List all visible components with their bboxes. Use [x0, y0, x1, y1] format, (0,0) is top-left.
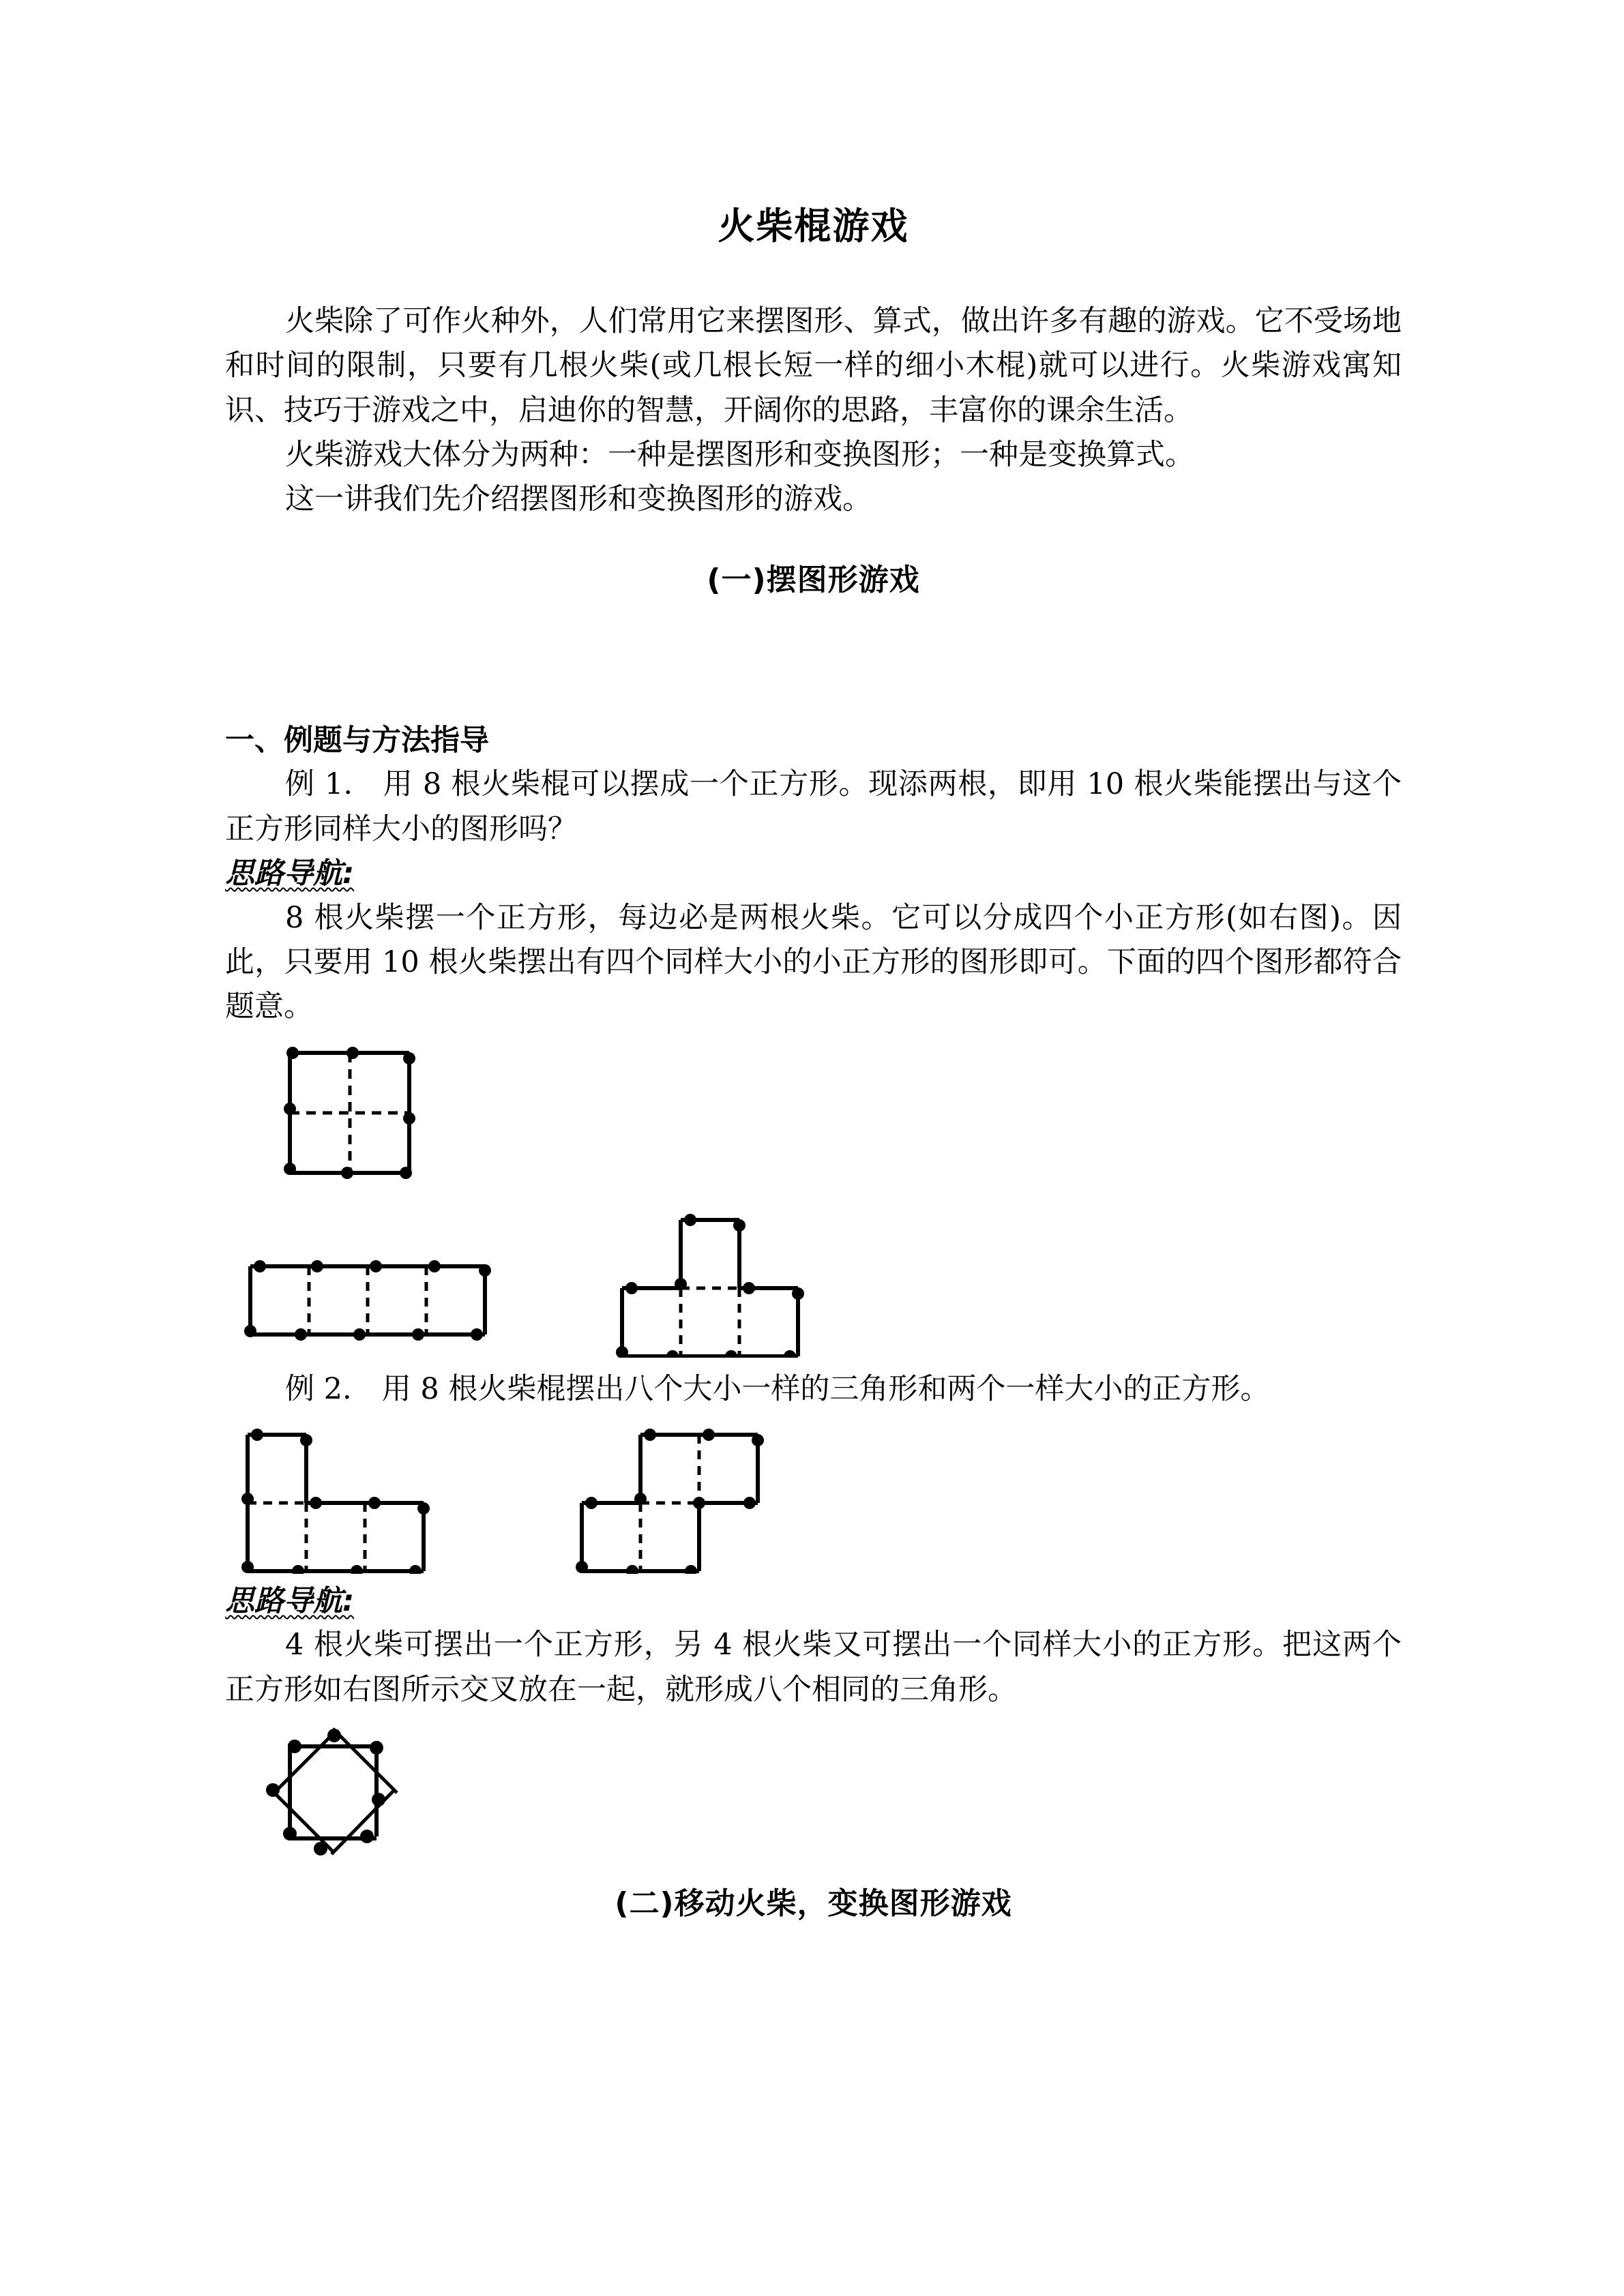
example-1-guide-label-wrap: [225, 852, 1402, 896]
intro-paragraph-2: 火柴游戏大体分为两种：一种是摆图形和变换图形；一种是变换算式。: [285, 437, 1194, 472]
intro-paragraph-3: 这一讲我们先介绍摆图形和变换图形的游戏。: [285, 482, 872, 517]
guide-label-2: 思路导航:: [225, 1583, 355, 1618]
spacer: [225, 599, 1402, 719]
page-title: 火柴棍游戏: [718, 205, 909, 248]
example-2-text: 用 8 根火柴棍摆出八个大小一样的三角形和两个一样大小的正方形。: [381, 1371, 1270, 1406]
part-heading-examples: 一、例题与方法指导: [225, 723, 489, 758]
fig-2x2-square-svg: [263, 1038, 440, 1188]
intro-paragraph-1: 火柴除了可作火种外，人们常用它来摆图形、算式，做出许多有趣的游戏。它不受场地和时间的限制，只要有几根火柴(或几根长短一样的细小木棍)就可以进行。火柴游戏寓知识、技巧于游戏之中，启迪你的智慧，开阔你的思路，丰富你的课余生活。: [225, 303, 1402, 428]
example-2-block: [225, 1367, 1402, 1412]
fig-s-shape-svg: [570, 1417, 808, 1574]
section-heading-two: (二)移动火柴，变换图形游戏: [615, 1886, 1012, 1922]
example-1-guide-text: 8 根火柴摆一个正方形，每边必是两根火柴。它可以分成四个小正方形(如右图)。因此，只要用 10 根火柴摆出有四个同样大小的小正方形的图形即可。下面的四个图形都符合题意。: [225, 900, 1402, 1024]
spacer: [225, 1358, 1402, 1367]
spacer: [225, 249, 1402, 299]
spacer: [225, 522, 1402, 561]
fig-star-svg: [252, 1719, 430, 1869]
fig-four-in-a-row-svg: [235, 1254, 508, 1356]
guide-label-1: 思路导航:: [225, 856, 355, 891]
figure-star: [225, 1712, 1402, 1869]
document-content: [225, 0, 1402, 1923]
example-1-text: 用 8 根火柴棍可以摆成一个正方形。现添两根，即用 10 根火柴能摆出与这个正方形同样大小的图形吗？: [225, 767, 1402, 846]
spacer: [225, 1869, 1402, 1884]
fig-t-shape-svg: [614, 1201, 839, 1358]
figure-2x2-square: [225, 1030, 1402, 1183]
figure-row-1: [225, 1201, 1402, 1358]
example-1-block: [225, 762, 1402, 852]
figure-row-2: [225, 1412, 1402, 1575]
example-2-guide-text: 4 根火柴可摆出一个正方形，另 4 根火柴又可摆出一个同样大小的正方形。把这两个正方形如右图所示交叉放在一起，就形成八个相同的三角形。: [225, 1628, 1402, 1707]
section-heading-one: (一)摆图形游戏: [707, 562, 920, 597]
fig-l-shape-svg: [235, 1417, 474, 1574]
example-2-label: 例 2.: [285, 1371, 352, 1406]
example-2-guide-label-wrap: [225, 1579, 1402, 1624]
example-1-label: 例 1.: [285, 767, 353, 802]
